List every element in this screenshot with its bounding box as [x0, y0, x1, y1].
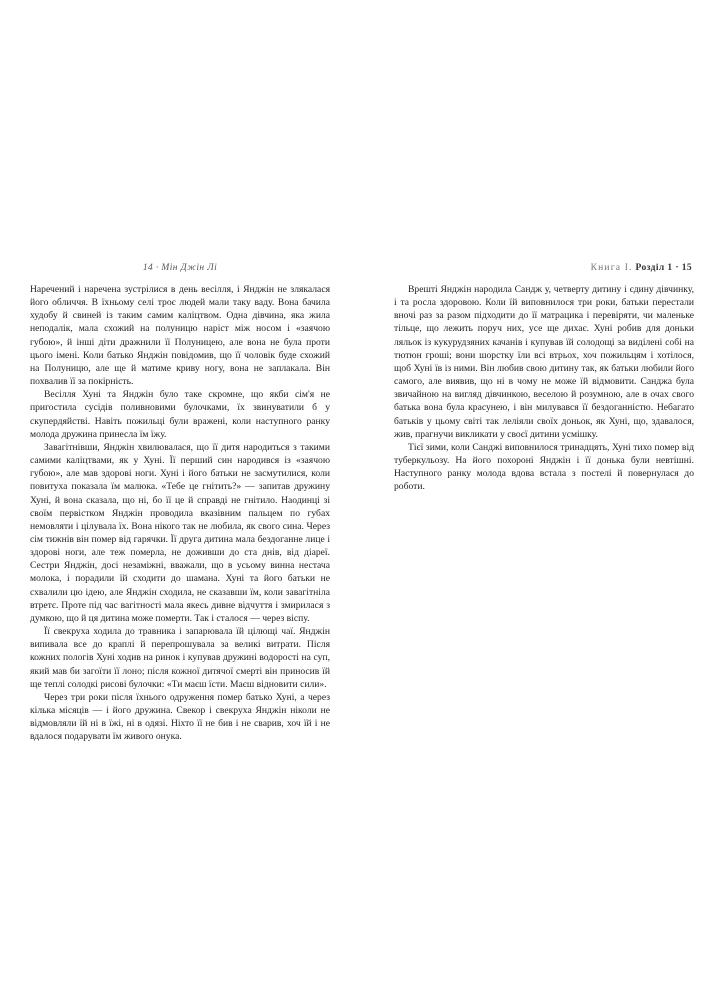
right-page: [394, 262, 694, 494]
right-paragraph-1: Врешті Янджін народила Сандж у, четверту дитину і єдину дівчинку, і та росла здоровою. Коли їй виповнилося три роки, батьки перестали вночі раз за разом підходити до її матрацика і перевіряти, чи маленьке тільце, що лежить поруч них, усе ще дихає. Хуні робив для доньки ляльок із кукурудзяних качанів і купував їй солодощі за виділені собі на тютюн гроші; вони шорстку їли всі втрьох, хоч пожильцям і хотілося, щоб Хуні їв із ними. Він любив свою дитину так, як батьки любили його самого, але виявив, що ні в чому не може їй відмовити. Санджа була звичайною на вигляд дівчинкою, веселою й розумною, але в очах свого батька вона була красунею, і він милувався її бездоганністю. Небагато батьків у цьому світі так леліяли своїх доньок, як Хуні, що, здавалося, жив, прагнучи викликати у своєї дитини усмішку.: [394, 284, 694, 440]
left-paragraph-2: Весілля Хуні та Янджін було таке скромне, що якби сім'я не пригостила сусідів поливновими булочками, їх звинуватили б у скупердяйстві. Навіть пожильці були вражені, коли наступного ранку молода дружина принесла їм їжу.: [30, 389, 330, 440]
left-running-head: 14 · Мін Джін Лі: [142, 263, 218, 273]
left-paragraph-4: Її свекруха ходила до травника і запарювала їй цілющі чаї. Янджін випивала все до краплі й перепрошувала за великі витрати. Після кожних пологів Хуні ходив на ринок і купував дружині водорості на суп, який мав би загоїти її лоно; після кожної дитячої смерті він приносив їй ще теплі солодкі рисові булочки: «Ти маєш їсти. Маєш відновити сили».: [30, 626, 330, 690]
running-head-book: Книга I.: [590, 263, 633, 273]
right-running-head: [394, 262, 694, 274]
right-paragraph-2: Тієї зими, коли Санджі виповнилося тринадцять, Хуні тихо помер від туберкульозу. На його похороні Янджін і її донька були невтішні. Наступного ранку молода вдова встала з постелі й повернулася до роботи.: [394, 441, 694, 493]
left-paragraph-5: Через три роки після їхнього одруження помер батько Хуні, а через кілька місяців — і його дружина. Свекор і свекруха Янджін ніколи не відмовляли їй ні в їжі, ні в одязі. Ніхто її не бив і не сварив, хоч їй і не вдалося подарувати їм живого онука.: [30, 691, 330, 743]
left-paragraph-3: Завагітнівши, Янджін хвилювалася, що її дитя народиться з такими самими каліцтвами, як у Хуні. Її перший син народився із «заячою губою», але мав здорові ноги. Хуні і його батьки не засмутилися, коли повитуха показала їм малюка. «Тебе це гнітить?» — запитав дружину Хуні, й вона сказала, що ні, бо її це й справді не гнітило. Наодинці зі своїм первістком Янджін проводила вказівним пальцем по губах немовляти і цілувала їх. Вона нікого так не любила, як свого сина. Через сім тижнів він помер від гарячки. Її друга дитина мала бездоганне лице і здорові ноги, але теж померла, не доживши до ста днів, від діареї. Сестри Янджін, досі незаміжні, вважали, що в усьому винна нестача молока, і порадили їй сходити до шамана. Хуні та його батьки не схвалили цю ідею, але Янджін сходила, не сказавши їм, коли завагітніла втретє. Проте під час вагітності мала якесь дивне відчуття і змирилася з думкою, що й ця дитина може померти. Так і сталося — через віспу.: [30, 441, 330, 624]
running-head-chapter: Розділ 1 · 15: [635, 263, 692, 273]
left-paragraph-1: Наречений і наречена зустрілися в день весілля, і Янджін не злякалася його обличчя. В їхньому селі троє людей мали таку ваду. Вона бачила худобу й свиней із таким самим каліцтвом. Одна дівчина, яка жила неподалік, мала схожий на полуницю наріст між носом і «заячою губою», й інші діти дражнили її Полуницею, але вона не була проти цього імені. Коли батько Янджін повідомив, що її чоловік буде схожий на Полуницю, але ще й матиме криву ногу, вона не заплакала. Він похвалив її за покірність.: [30, 284, 330, 388]
left-page: [30, 262, 330, 743]
